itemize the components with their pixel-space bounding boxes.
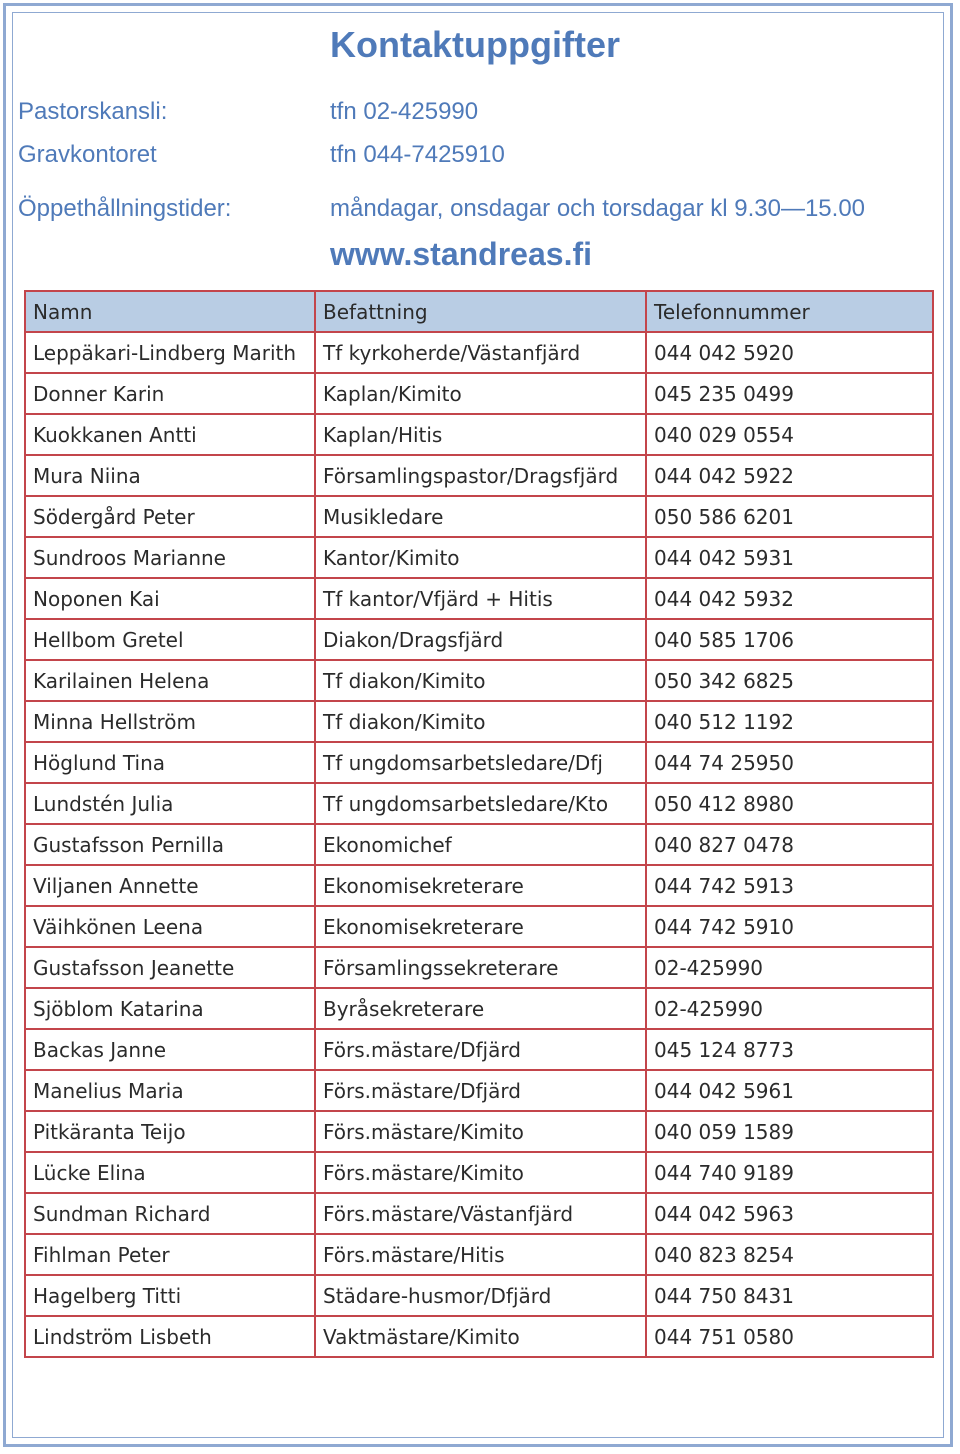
table-row (25, 701, 933, 742)
table-row (25, 1316, 933, 1357)
column-header-position: Befattning (315, 291, 646, 332)
contact-position: Tf ungdomsarbetsledare/Kto (315, 783, 646, 824)
contact-name: Minna Hellström (25, 701, 315, 742)
contact-position: Kaplan/Hitis (315, 414, 646, 455)
contact-phone: 044 742 5910 (646, 906, 933, 947)
contact-name: Sjöblom Katarina (25, 988, 315, 1029)
contact-position: Förs.mästare/Kimito (315, 1152, 646, 1193)
contact-phone: 040 512 1192 (646, 701, 933, 742)
contact-position: Städare-husmor/Dfjärd (315, 1275, 646, 1316)
contact-name: Donner Karin (25, 373, 315, 414)
contact-phone: 044 042 5963 (646, 1193, 933, 1234)
contact-position: Tf kyrkoherde/Västanfjärd (315, 332, 646, 373)
contact-phone: 02-425990 (646, 947, 933, 988)
table-row (25, 824, 933, 865)
contact-phone: 040 827 0478 (646, 824, 933, 865)
table-row (25, 1234, 933, 1275)
contact-name: Sundroos Marianne (25, 537, 315, 578)
contact-name: Lücke Elina (25, 1152, 315, 1193)
column-header-name: Namn (25, 291, 315, 332)
table-row (25, 783, 933, 824)
table-row (25, 373, 933, 414)
table-header-row (25, 291, 933, 332)
contact-position: Ekonomisekreterare (315, 906, 646, 947)
pastorskansli-phone: tfn 02-425990 (330, 98, 479, 125)
contact-position: Tf ungdomsarbetsledare/Dfj (315, 742, 646, 783)
contact-name: Lundstén Julia (25, 783, 315, 824)
contact-name: Mura Niina (25, 455, 315, 496)
contact-position: Tf diakon/Kimito (315, 660, 646, 701)
contact-position: Musikledare (315, 496, 646, 537)
contact-position: Församlingspastor/Dragsfjärd (315, 455, 646, 496)
contact-position: Diakon/Dragsfjärd (315, 619, 646, 660)
contact-position: Tf kantor/Vfjärd + Hitis (315, 578, 646, 619)
contact-position: Ekonomisekreterare (315, 865, 646, 906)
gravkontoret-phone: tfn 044-7425910 (330, 141, 505, 168)
opening-hours-label: Öppethållningstider: (18, 195, 232, 222)
contact-position: Förs.mästare/Dfjärd (315, 1070, 646, 1111)
contact-phone: 050 412 8980 (646, 783, 933, 824)
table-row (25, 414, 933, 455)
contact-phone: 044 74 25950 (646, 742, 933, 783)
table-row (25, 1152, 933, 1193)
contact-name: Kuokkanen Antti (25, 414, 315, 455)
contact-name: Väihkönen Leena (25, 906, 315, 947)
contact-phone: 044 742 5913 (646, 865, 933, 906)
table-row (25, 537, 933, 578)
contact-phone: 044 042 5931 (646, 537, 933, 578)
contact-name: Backas Janne (25, 1029, 315, 1070)
contact-name: Hellbom Gretel (25, 619, 315, 660)
table-row (25, 1029, 933, 1070)
contact-phone: 040 585 1706 (646, 619, 933, 660)
contact-phone: 044 042 5922 (646, 455, 933, 496)
table-row (25, 455, 933, 496)
contact-position: Byråsekreterare (315, 988, 646, 1029)
contacts-table (24, 290, 934, 1358)
table-row (25, 1275, 933, 1316)
contact-name: Noponen Kai (25, 578, 315, 619)
contact-phone: 044 042 5932 (646, 578, 933, 619)
contact-name: Gustafsson Pernilla (25, 824, 315, 865)
table-row (25, 578, 933, 619)
contact-phone: 044 042 5961 (646, 1070, 933, 1111)
contact-name: Hagelberg Titti (25, 1275, 315, 1316)
contact-phone: 050 586 6201 (646, 496, 933, 537)
pastorskansli-label: Pastorskansli: (18, 98, 168, 125)
website-link[interactable]: www.standreas.fi (330, 236, 592, 272)
table-row (25, 1193, 933, 1234)
contact-phone: 050 342 6825 (646, 660, 933, 701)
contact-phone: 040 823 8254 (646, 1234, 933, 1275)
contact-name: Höglund Tina (25, 742, 315, 783)
contact-phone: 045 124 8773 (646, 1029, 933, 1070)
table-row (25, 1111, 933, 1152)
contact-position: Förs.mästare/Dfjärd (315, 1029, 646, 1070)
contacts-table-body (25, 332, 933, 1357)
contact-phone: 045 235 0499 (646, 373, 933, 414)
table-row (25, 619, 933, 660)
contact-position: Kantor/Kimito (315, 537, 646, 578)
table-row (25, 742, 933, 783)
contact-name: Södergård Peter (25, 496, 315, 537)
contact-name: Leppäkari-Lindberg Marith (25, 332, 315, 373)
contact-phone: 044 751 0580 (646, 1316, 933, 1357)
contact-name: Viljanen Annette (25, 865, 315, 906)
contact-phone: 044 750 8431 (646, 1275, 933, 1316)
table-row (25, 496, 933, 537)
table-row (25, 660, 933, 701)
contact-phone: 02-425990 (646, 988, 933, 1029)
contact-name: Fihlman Peter (25, 1234, 315, 1275)
contact-position: Vaktmästare/Kimito (315, 1316, 646, 1357)
contact-name: Sundman Richard (25, 1193, 315, 1234)
gravkontoret-label: Gravkontoret (18, 141, 157, 168)
page-title: Kontaktuppgifter (330, 24, 620, 65)
contact-position: Tf diakon/Kimito (315, 701, 646, 742)
contact-phone: 044 740 9189 (646, 1152, 933, 1193)
contact-name: Gustafsson Jeanette (25, 947, 315, 988)
opening-hours-value: måndagar, onsdagar och torsdagar kl 9.30—15.00 (330, 195, 866, 222)
contact-name: Karilainen Helena (25, 660, 315, 701)
contact-position: Förs.mästare/Hitis (315, 1234, 646, 1275)
table-row (25, 947, 933, 988)
contact-phone: 044 042 5920 (646, 332, 933, 373)
contact-name: Lindström Lisbeth (25, 1316, 315, 1357)
contact-position: Förs.mästare/Västanfjärd (315, 1193, 646, 1234)
table-row (25, 906, 933, 947)
table-row (25, 1070, 933, 1111)
table-row (25, 865, 933, 906)
column-header-phone: Telefonnummer (646, 291, 933, 332)
contact-position: Kaplan/Kimito (315, 373, 646, 414)
contact-phone: 040 059 1589 (646, 1111, 933, 1152)
contact-position: Förs.mästare/Kimito (315, 1111, 646, 1152)
contact-name: Pitkäranta Teijo (25, 1111, 315, 1152)
contact-position: Ekonomichef (315, 824, 646, 865)
contact-name: Manelius Maria (25, 1070, 315, 1111)
table-row (25, 988, 933, 1029)
contact-phone: 040 029 0554 (646, 414, 933, 455)
table-row (25, 332, 933, 373)
contact-position: Församlingssekreterare (315, 947, 646, 988)
